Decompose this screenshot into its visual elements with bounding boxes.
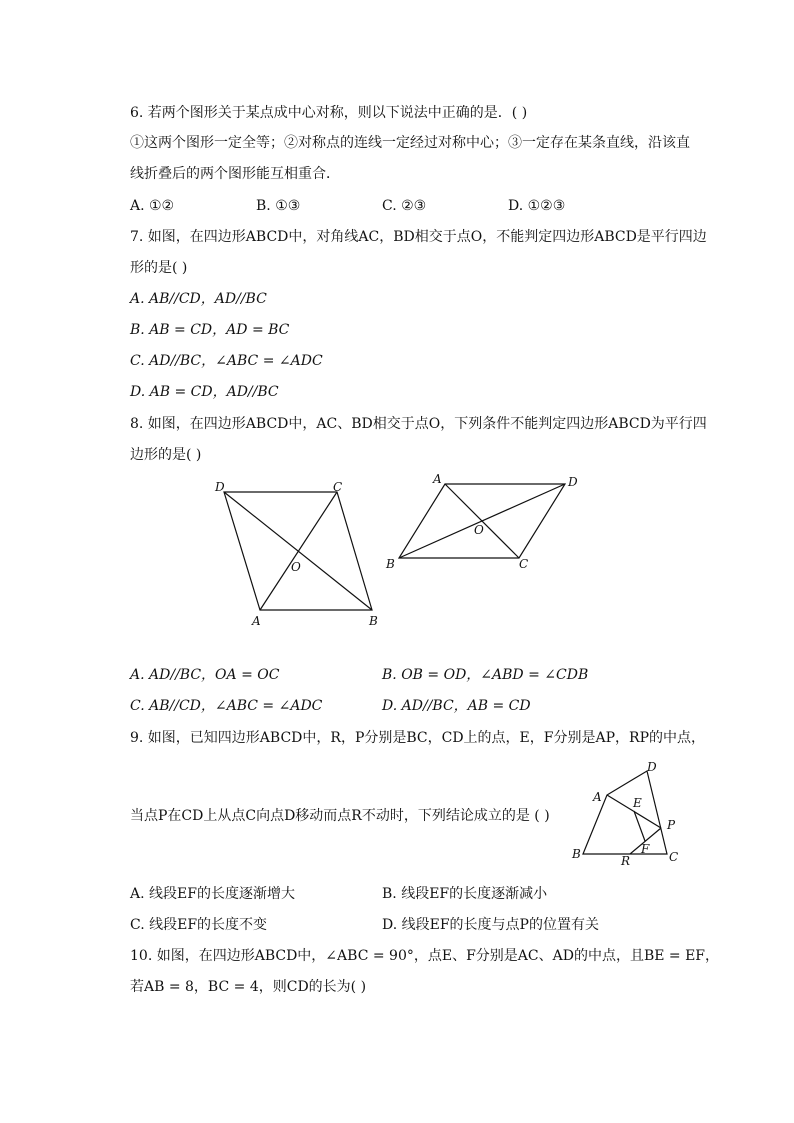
q8-option-d: D. AD//BC，AB = CD xyxy=(382,698,531,714)
q8-fig2-label-b: B xyxy=(386,557,395,571)
q6-statement-line1: ①这两个图形一定全等；②对称点的连线一定经过对称中心；③一定存在某条直线，沿该直 xyxy=(130,135,690,151)
q8-fig2-label-o: O xyxy=(474,523,484,537)
q6-option-d: D. ①②③ xyxy=(508,198,566,214)
q8-fig1-label-a: A xyxy=(252,614,261,628)
q9-fig-label-a: A xyxy=(593,790,602,804)
q7-option-a: A. AB//CD，AD//BC xyxy=(130,291,267,307)
q8-figure-1 xyxy=(205,475,395,635)
q9-option-b: B. 线段EF的长度逐渐减小 xyxy=(382,886,548,902)
q9-figure xyxy=(570,757,690,869)
q9-stem-line2: 当点P在CD上从点C向点D移动而点R不动时，下列结论成立的是 ( ) xyxy=(130,808,550,824)
q7-stem-line2: 形的是( ) xyxy=(130,260,188,276)
q9-option-c: C. 线段EF的长度不变 xyxy=(130,917,268,933)
q10-stem-line1: 10. 如图，在四边形ABCD中，∠ABC = 90°，点E、F分别是AC、AD的中点，且BE = EF， xyxy=(130,948,720,964)
q8-fig2-label-c: C xyxy=(519,557,529,571)
q9-stem-line1: 9. 如图，已知四边形ABCD中，R，P分别是BC，CD上的点，E，F分别是AP，RP的中点， xyxy=(130,730,705,746)
q9-fig-label-d: D xyxy=(647,760,657,774)
q9-fig-label-f: F xyxy=(641,842,650,856)
q8-figure-2 xyxy=(383,470,593,575)
q8-option-c: C. AB//CD，∠ABC = ∠ADC xyxy=(130,698,323,714)
q7-option-c: C. AD//BC，∠ABC = ∠ADC xyxy=(130,353,323,369)
q8-fig1-diagonal-ca xyxy=(260,492,337,610)
q8-stem-line1: 8. 如图，在四边形ABCD中，AC、BD相交于点O，下列条件不能判定四边形ABCD为平行四 xyxy=(130,416,707,432)
q8-fig1-label-c: C xyxy=(333,480,343,494)
q9-fig-label-p: P xyxy=(667,818,676,832)
q8-option-b: B. OB = OD，∠ABD = ∠CDB xyxy=(382,667,589,683)
q9-fig-label-b: B xyxy=(572,847,581,861)
q6-option-a: A. ①② xyxy=(130,198,175,214)
q9-option-a: A. 线段EF的长度逐渐增大 xyxy=(130,886,295,902)
q8-fig2-diagonal-bd xyxy=(399,484,565,558)
q8-fig1-label-d: D xyxy=(215,480,225,494)
q6-stem: 6. 若两个图形关于某点成中心对称，则以下说法中正确的是．( ) xyxy=(130,105,528,121)
q7-option-b: B. AB = CD，AD = BC xyxy=(130,322,290,338)
q8-fig1-label-o: O xyxy=(291,560,301,574)
q6-option-b: B. ①③ xyxy=(256,198,301,214)
q8-option-a: A. AD//BC，OA = OC xyxy=(130,667,280,683)
q6-option-c: C. ②③ xyxy=(382,198,427,214)
q9-fig-label-e: E xyxy=(633,796,642,810)
q10-stem-line2: 若AB = 8，BC = 4，则CD的长为( ) xyxy=(130,979,367,995)
q9-fig-label-r: R xyxy=(621,854,631,868)
q9-fig-label-c: C xyxy=(669,850,679,864)
q9-fig-quadrilateral xyxy=(583,771,667,854)
q8-fig2-label-d: D xyxy=(568,475,578,489)
q7-stem-line1: 7. 如图，在四边形ABCD中，对角线AC，BD相交于点O，不能判定四边形ABCD是平行四边 xyxy=(130,229,707,245)
q8-stem-line2: 边形的是( ) xyxy=(130,447,202,463)
q8-fig1-label-b: B xyxy=(369,614,378,628)
q8-fig2-label-a: A xyxy=(433,472,442,486)
q6-statement-line2: 线折叠后的两个图形能互相重合． xyxy=(130,166,340,182)
q9-option-d: D. 线段EF的长度与点P的位置有关 xyxy=(382,917,599,933)
q7-option-d: D. AB = CD，AD//BC xyxy=(130,384,279,400)
